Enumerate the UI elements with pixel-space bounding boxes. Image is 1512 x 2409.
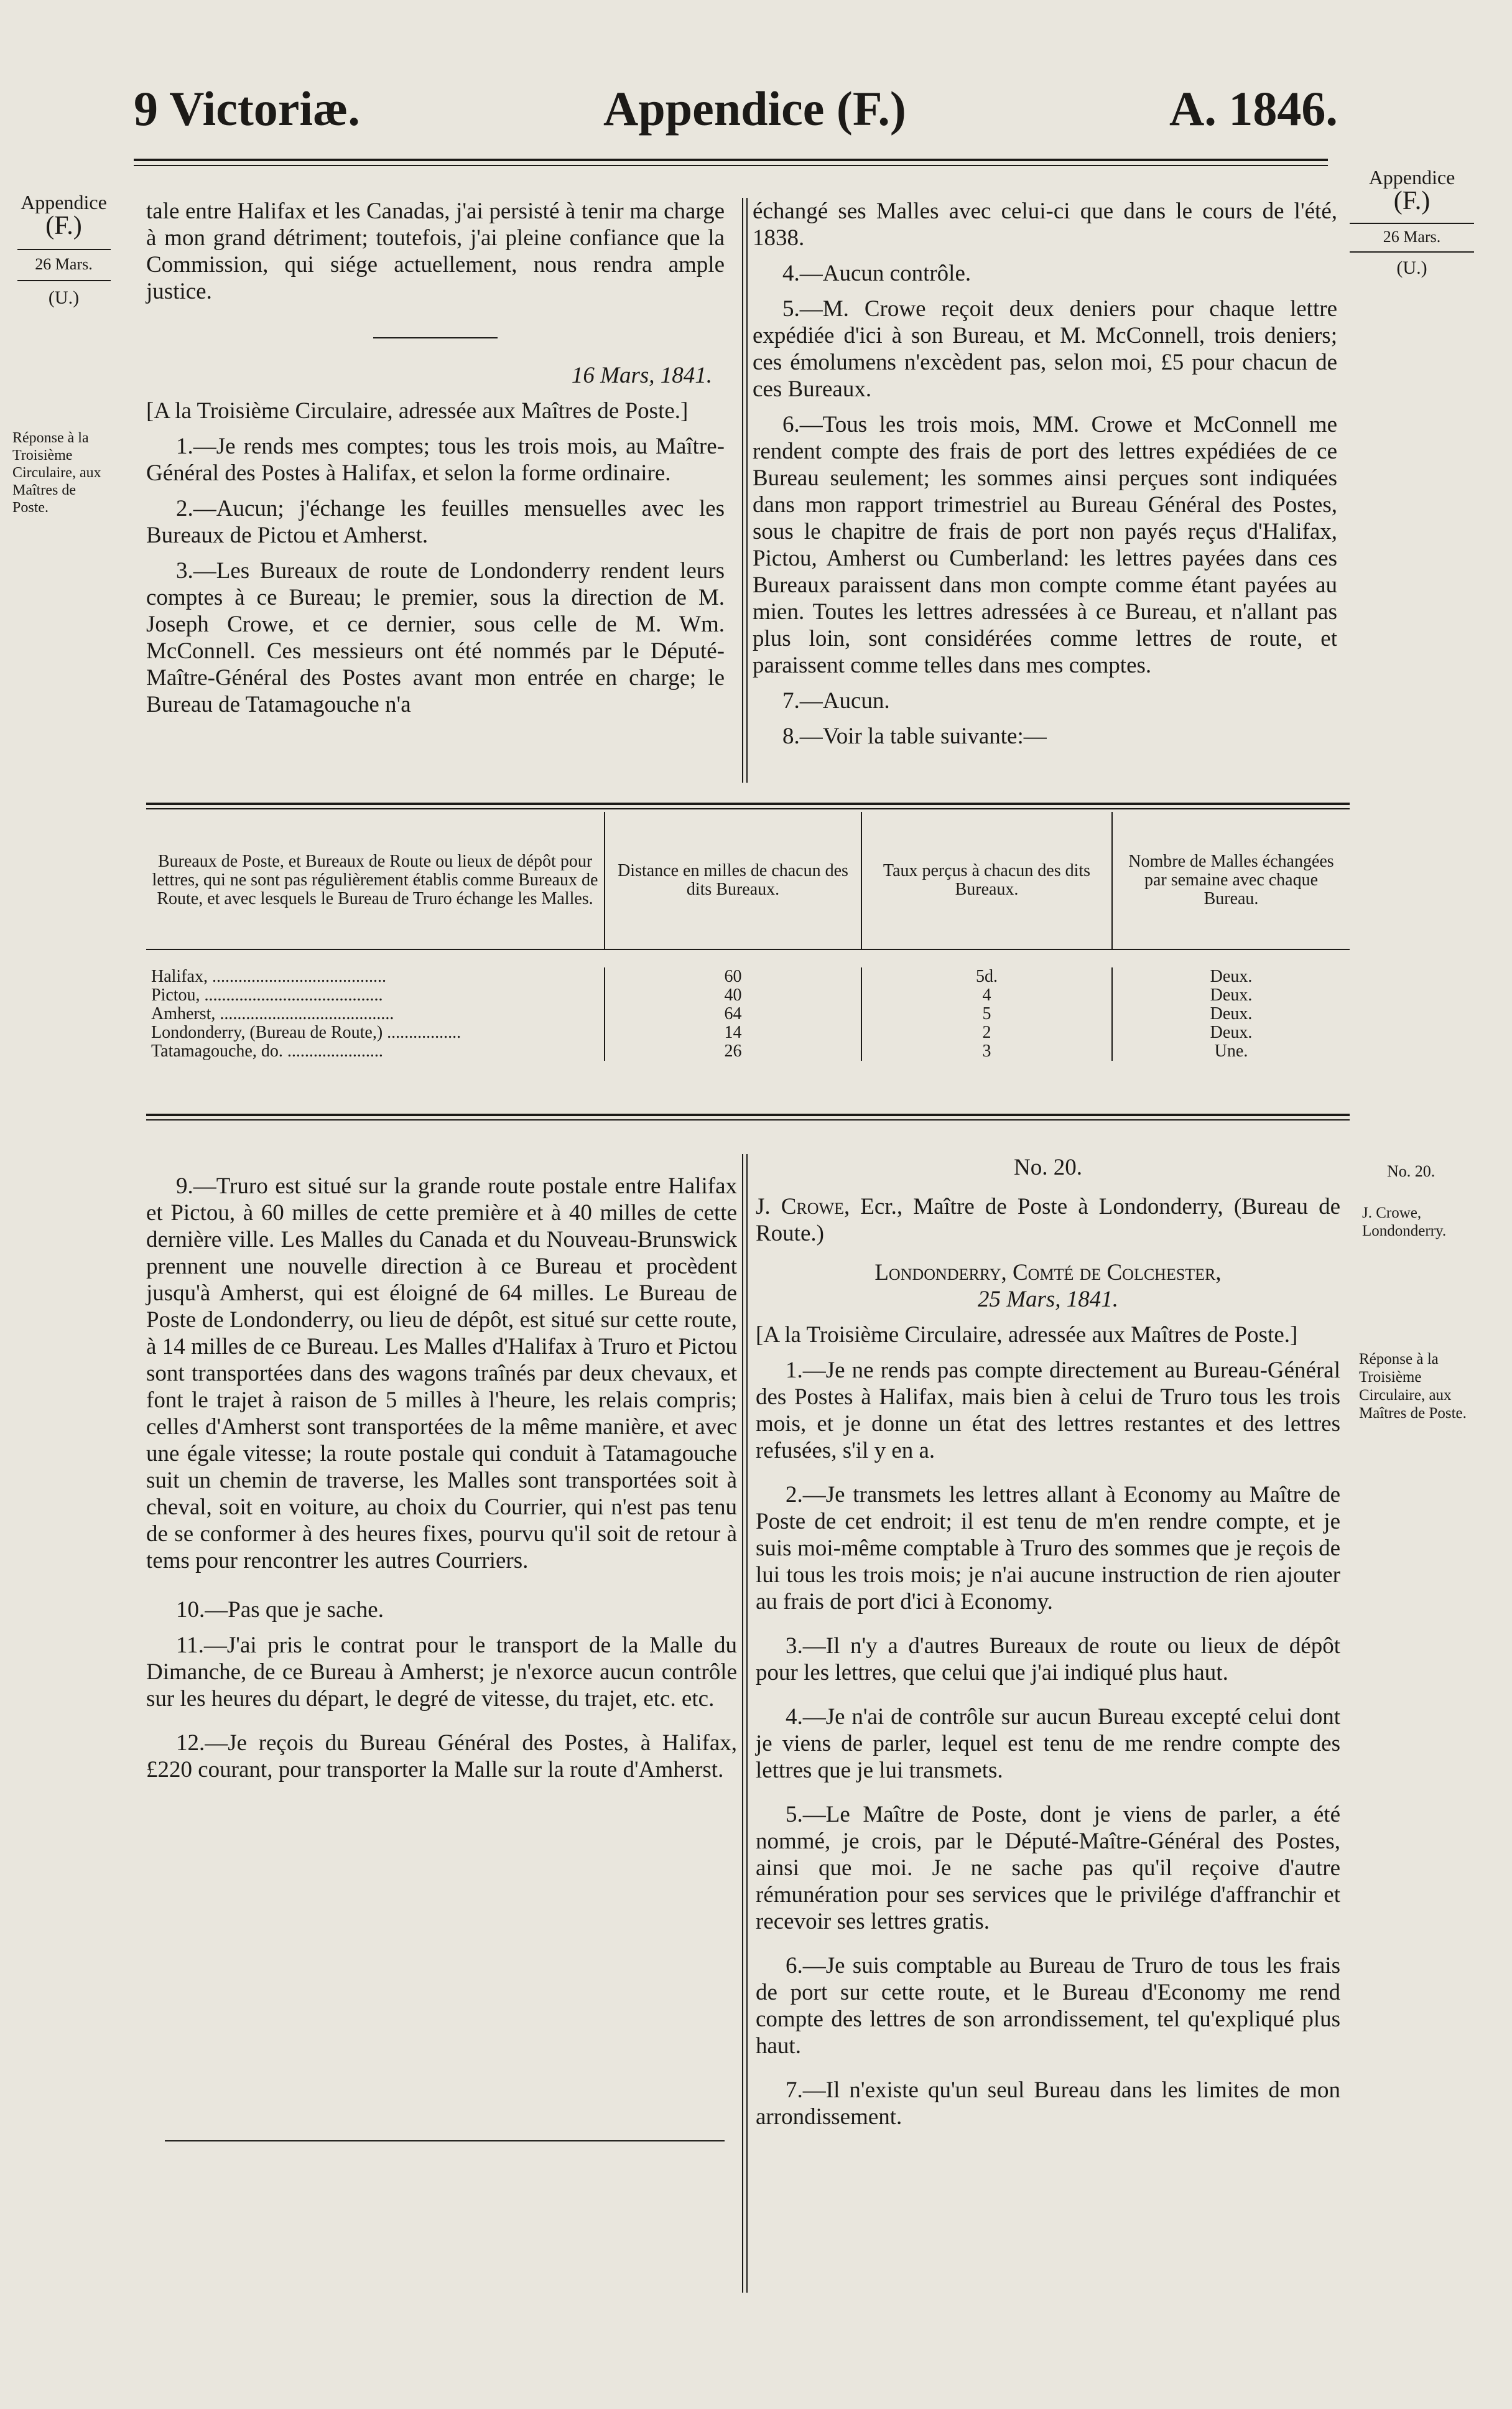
table-header: Distance en milles de chacun des dits Bureaux. — [605, 812, 861, 949]
table-header-row — [146, 812, 1350, 949]
header-appendix: Appendice (F.) — [603, 82, 906, 136]
paragraph: 1.—Je ne rends pas compte directement au Bureau-Général des Postes à Halifax, mais bien à celui de Truro tous les trois mois, et je donne un état des lettres restantes et des lettres refusées, s'il y en a. — [756, 1358, 1340, 1463]
section-end-rule — [165, 2140, 725, 2141]
table-cell-rate: 2 — [861, 1023, 1112, 1042]
header-rule-thick — [134, 159, 1328, 161]
table-cell-mails: Deux. — [1210, 986, 1253, 1005]
paragraph: 6.—Tous les trois mois, MM. Crowe et McConnell me rendent compte des frais de port des lettres expédiées de ce Bureau seulement; les sommes ainsi perçues sont indiquées dans mon rapport trimestriel au Bureau Général des Postes, sous le chapitre de frais de port non payés reçus d'Halifax, Pictou, Amherst ou Cumberland: les lettres payées dans ces Bureaux paraissent dans mon compte comme étant payées au mien. Toutes les lettres adressées à ce Bureau, et n'allant pas plus loin, sont considérées comme lettres de route, et paraissent comme telles dans mes comptes. — [753, 412, 1337, 678]
table-cell-mails: Une. — [1214, 1041, 1248, 1061]
table-row — [146, 949, 1350, 967]
margin-letter: (F.) — [1393, 187, 1431, 215]
bottom-left-column — [146, 1173, 737, 1792]
paragraph: 3.—Il n'y a d'autres Bureaux de route ou lieux de dépôt pour les lettres, que celui que j'ai indiqué plus haut. — [756, 1633, 1340, 1685]
top-right-column — [753, 198, 1337, 758]
column-divider — [742, 1154, 743, 2293]
left-margin — [12, 193, 115, 307]
table-cell-rate: 3 — [861, 1042, 1112, 1061]
page-header — [0, 75, 1512, 149]
margin-rule — [1350, 223, 1474, 224]
table-cell-name: Londonderry, (Bureau de Route,) ................. — [146, 1023, 605, 1042]
table-cell-name: Amherst, ........................................ — [146, 1005, 605, 1023]
table-cell-name: Pictou, ......................................... — [146, 986, 605, 1005]
table-cell-name: Halifax, ........................................ — [146, 967, 605, 986]
table-bottom-rule — [146, 1114, 1350, 1116]
margin-date: 26 Mars. — [35, 255, 93, 273]
paragraph: 4.—Aucun contrôle. — [782, 261, 972, 286]
paragraph: 3.—Les Bureaux de route de Londonderry rendent leurs comptes à ce Bureau; le premier, sous la direction de M. Joseph Crowe, et ce dernier, sous celle de M. Wm. McConnell. Ces messieurs ont été nommés par le Député-Maître-Général des Postes avant mon entrée en charge; le Bureau de Tatamagouche n'a — [146, 558, 725, 717]
paragraph: 6.—Je suis comptable au Bureau de Truro de tous les frais de port sur cette route, et le Bureau d'Economy me rend compte des lettres de son arrondissement, tel qu'expliqué plus haut. — [756, 1953, 1340, 2059]
paragraph: 10.—Pas que je sache. — [176, 1597, 384, 1623]
table-cell-rate: 5d. — [861, 967, 1112, 986]
table-cell-rate: 4 — [861, 986, 1112, 1005]
right-margin — [1340, 168, 1483, 277]
table-bottom-rule-thin — [146, 1119, 1350, 1121]
section-rule — [373, 337, 498, 338]
left-margin-note: Réponse à la Troisième Circulaire, aux Maîtres de Poste. — [12, 430, 101, 516]
table-cell-distance: 26 — [605, 1042, 861, 1061]
margin-section: (U.) — [48, 287, 80, 308]
letter-place: Londonderry, Comté de Colchester, — [874, 1260, 1222, 1285]
paragraph: 2.—Je transmets les lettres allant à Economy au Maître de Poste de cet endroit; il est tenu de m'en rendre compte, et je suis moi-même comptable à Truro des sommes que je reçois de lui tous les trois mois; je n'ai aucune instruction de rien ajouter au frais de port d'ici à Economy. — [756, 1482, 1340, 1615]
table-header: Nombre de Malles échangées par semaine avec chaque Bureau. — [1112, 812, 1350, 949]
table-cell-rate: 5 — [861, 1005, 1112, 1023]
paragraph: échangé ses Malles avec celui-ci que dans le cours de l'été, 1838. — [753, 198, 1337, 251]
table-cell-distance: 64 — [605, 1005, 861, 1023]
paragraph: 12.—Je reçois du Bureau Général des Postes, à Halifax, £220 courant, pour transporter la Malle sur la route d'Amherst. — [146, 1730, 737, 1782]
right-margin-reply: Réponse à la Troisième Circulaire, aux Maîtres de Poste. — [1359, 1351, 1467, 1422]
letter-intro: [A la Troisième Circulaire, adressée aux Maîtres de Poste.] — [146, 398, 689, 424]
paragraph: 9.—Truro est situé sur la grande route postale entre Halifax et Pictou, à 60 milles de cette première et à 40 milles de cette dernière ville. Les Malles du Canada et du Nouveau-Brunswick prennent une nouvelle direction à ce Bureau et procèdent jusqu'à Amherst, qui est éloigné de 64 milles. Le Bureau de Poste de Londonderry, ou lieu de dépôt, est situé sur cette route, à 14 milles de ce Bureau. Les Malles d'Halifax à Truro et Pictou sont transportées dans des wagons traînés par deux chevaux, et font le trajet à raison de 5 milles à l'heure, les relais compris; celles d'Amherst sont transportées de la même manière, et avec une égale vitesse; la route postale qui conduit à Tatamagouche suit un chemin de traverse, les Malles sont transportées soit à cheval, soit en voiture, au choix du Courrier, qui n'est pas tenu de se conformer à des heures fixes, pourvu qu'il soit de retour à tems pour rencontrer les autres Courriers. — [146, 1173, 737, 1573]
margin-rule — [17, 249, 111, 250]
bottom-right-column — [756, 1154, 1340, 2139]
table-row — [146, 1042, 1350, 1061]
table-row — [146, 1023, 1350, 1042]
paragraph: 2.—Aucun; j'échange les feuilles mensuelles avec les Bureaux de Pictou et Amherst. — [146, 496, 725, 548]
paragraph: 4.—Je n'ai de contrôle sur aucun Bureau excepté celui dont je viens de parler, lequel est tenu de me rendre compte des lettres que je lui transmets. — [756, 1704, 1340, 1783]
right-margin-no: No. 20. — [1387, 1162, 1435, 1180]
addressee-name: J. Crowe, — [756, 1194, 850, 1219]
right-margin-name: J. Crowe, Londonderry. — [1362, 1204, 1447, 1239]
column-divider — [746, 198, 748, 783]
column-divider — [742, 198, 743, 783]
paragraph: tale entre Halifax et les Canadas, j'ai persisté à tenir ma charge à mon grand détriment; toutefois, j'ai pleine confiance que la Commission, qui siége actuellement, nous rendra ample justice. — [146, 198, 725, 304]
margin-letter: (F.) — [45, 212, 82, 240]
table-cell-mails: Deux. — [1210, 967, 1253, 986]
table-row — [146, 967, 1350, 986]
margin-appendix: Appendice — [21, 191, 107, 213]
paragraph: 11.—J'ai pris le contrat pour le transport de la Malle du Dimanche, de ce Bureau à Amherst; je n'exorce aucun contrôle sur les heures du départ, le degré de vitesse, du trajet, etc. etc. — [146, 1633, 737, 1712]
header-rule-thin — [134, 165, 1328, 166]
header-session: 9 Victoriæ. — [134, 82, 360, 136]
margin-rule — [1350, 251, 1474, 253]
table-top-rule — [146, 803, 1350, 805]
letter-addressee — [756, 1193, 1340, 1247]
paragraph: 5.—Le Maître de Poste, dont je viens de parler, a été nommé, je crois, par le Député-Maître-Général des Postes, ainsi que moi. Je ne sache pas qu'il reçoive d'autre rémunération pour ses services que le privilége d'affranchir et recevoir ses lettres gratis. — [756, 1802, 1340, 1934]
margin-date: 26 Mars. — [1383, 228, 1441, 246]
table-cell-distance: 60 — [605, 967, 861, 986]
letter-date: 25 Mars, 1841. — [977, 1287, 1119, 1312]
addressee-rest: Ecr., Maître de Poste à Londonderry, (Bureau de Route.) — [756, 1194, 1340, 1246]
table-cell-distance: 14 — [605, 1023, 861, 1042]
letter-date: 16 Mars, 1841. — [571, 363, 712, 388]
table-cell-name: Tatamagouche, do. ...................... — [146, 1042, 605, 1061]
margin-rule — [17, 280, 111, 281]
margin-appendix: Appendice — [1368, 166, 1455, 189]
table-header: Bureaux de Poste, et Bureaux de Route ou lieux de dépôt pour lettres, qui ne sont pas régulièrement établis comme Bureaux de Route, et avec lesquels le Bureau de Truro échange les Malles. — [146, 812, 605, 949]
letter-number: No. 20. — [1014, 1155, 1082, 1180]
column-divider — [746, 1154, 748, 2293]
top-left-column — [146, 198, 725, 727]
table-cell-mails: Deux. — [1210, 1004, 1253, 1023]
paragraph: 7.—Aucun. — [782, 688, 890, 714]
paragraph: 1.—Je rends mes comptes; tous les trois mois, au Maître-Général des Postes à Halifax, et selon la forme ordinaire. — [146, 434, 725, 486]
letter-intro: [A la Troisième Circulaire, adressée aux Maîtres de Poste.] — [756, 1322, 1298, 1348]
table-cell-mails: Deux. — [1210, 1023, 1253, 1042]
paragraph: 5.—M. Crowe reçoit deux deniers pour chaque lettre expédiée d'ici à son Bureau, et M. McConnell, trois deniers; ces émolumens n'excèdent pas, selon moi, £5 pour chacun de ces Bureaux. — [753, 296, 1337, 402]
table-header: Taux perçus à chacun des dits Bureaux. — [861, 812, 1112, 949]
paragraph: 7.—Il n'existe qu'un seul Bureau dans les limites de mon arrondissement. — [756, 2077, 1340, 2130]
paragraph: 8.—Voir la table suivante:— — [782, 724, 1047, 749]
table-cell-distance: 40 — [605, 986, 861, 1005]
margin-section: (U.) — [1396, 258, 1427, 278]
header-year: A. 1846. — [1169, 82, 1338, 136]
table-row — [146, 986, 1350, 1005]
mail-exchange-table — [146, 812, 1350, 1061]
table-top-rule-thin — [146, 808, 1350, 809]
table-row — [146, 1005, 1350, 1023]
